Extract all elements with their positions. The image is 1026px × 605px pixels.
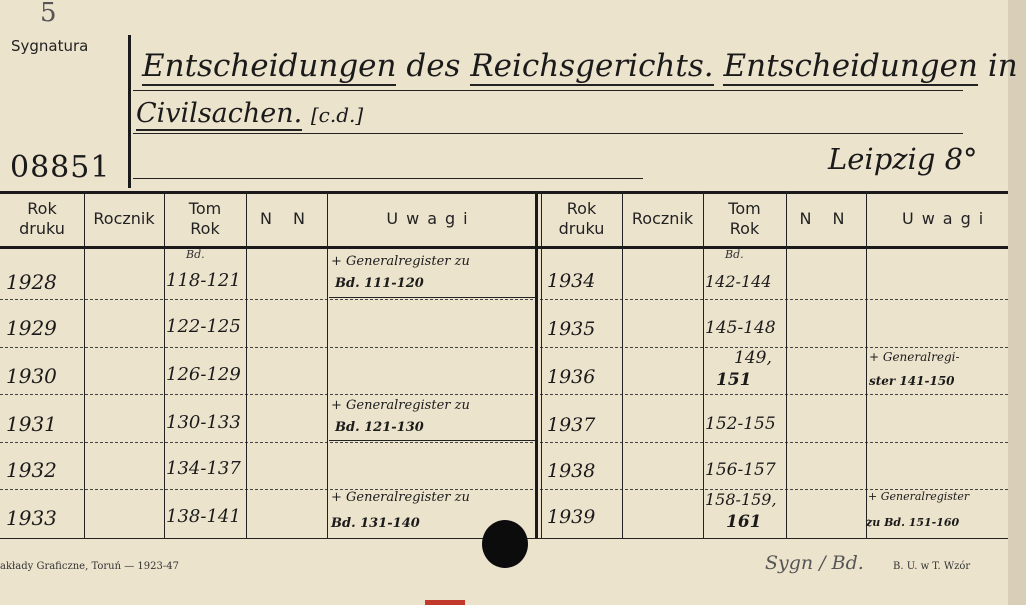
right-note-1-line2: ster 141-150 [869,374,955,388]
right-tom-142: 142-144 [705,272,772,291]
title-word-in: in [987,48,1018,84]
header-rok-druku: Rok druku [19,199,65,238]
header-rocznik-right: Rocznik [631,209,694,228]
place-format: Leipzig 8° [828,142,978,176]
left-tom-134: 134-137 [166,458,241,479]
right-year-1939: 1939 [547,506,596,528]
row-rule [0,299,1008,300]
table-header-rule [0,246,1008,249]
header-uwagi-right: Uwagi [902,209,992,228]
red-tab-mark [425,600,465,605]
left-tom-118: 118-121 [166,270,241,291]
right-year-1937: 1937 [547,414,596,436]
punch-hole [482,520,528,568]
right-tom-161: 161 [726,512,762,532]
right-tom-145: 145-148 [705,318,776,338]
col-rule [84,191,85,538]
title-word-entscheidungen: Entscheidungen [142,48,397,84]
title-rule-2 [133,133,963,134]
left-note-2-rule [329,440,535,441]
left-year-1931: 1931 [6,412,57,436]
right-note-2-line2: zu Bd. 151-160 [866,516,960,529]
right-tom-156: 156-157 [705,460,776,480]
left-year-1933: 1933 [6,506,57,530]
left-year-1928: 1928 [6,270,57,294]
sygnatura-value: 08851 [10,150,111,185]
right-tom-158: 158-159, [705,490,777,509]
left-year-1929: 1929 [6,316,57,340]
printer-imprint: akłady Graficzne, Toruń — 1923-47 [0,561,179,572]
header-rocznik: Rocznik [93,209,155,228]
title-line-1 [142,48,1018,84]
header-nn: N N [259,209,314,228]
right-year-1936: 1936 [547,366,596,388]
right-year-1938: 1938 [547,460,596,482]
header-uwagi: Uwagi [386,209,476,228]
sygnatura-label: Sygnatura [11,37,89,55]
left-note-2-line2: Bd. 121-130 [335,420,424,435]
title-word-civilsachen: Civilsachen. [136,98,303,129]
col-rule [164,191,165,538]
left-tom-122: 122-125 [166,316,241,337]
row-rule [0,442,1008,443]
title-rule-1 [133,90,963,91]
title-form-note: [c.d.] [310,103,364,127]
row-rule [0,347,1008,348]
left-tom-130: 130-133 [166,412,241,433]
left-note-1-line1: + Generalregister zu [331,254,470,269]
left-tom-138: 138-141 [166,506,241,527]
corner-number: 5 [40,0,57,28]
right-note-1-line1: + Generalregi- [869,350,960,364]
left-year-1932: 1932 [6,458,57,482]
library-imprint: B. U. w T. Wzór [893,561,971,572]
title-word-entscheidungen-2: Entscheidungen [723,48,978,84]
title-word-des: des [406,48,461,84]
col-rule [703,191,704,538]
left-year-1930: 1930 [6,364,57,388]
handwritten-footer: Sygn / Bd. [765,552,864,574]
left-note-3-line1: + Generalregister zu [331,490,470,505]
col-rule [622,191,623,538]
right-tom-152: 152-155 [705,414,776,434]
col-rule [541,191,542,538]
col-rule-center [535,191,538,538]
right-year-1934: 1934 [547,270,596,292]
left-note-1-line2: Bd. 111-120 [335,276,424,291]
bd-label-left: Bd. [186,248,205,261]
col-rule [327,191,328,538]
header-tom-rok: Tom Rok [188,199,222,238]
left-note-3-line2: Bd. 131-140 [331,516,420,531]
sygnatura-divider [128,35,131,188]
table-top-rule [0,191,1008,194]
header-rok-druku-right: Rok druku [558,199,605,238]
row-rule [0,394,1008,395]
header-nn-right: N N [799,209,853,228]
right-note-2-line1: + Generalregister [868,490,970,503]
col-rule [246,191,247,538]
col-rule [786,191,787,538]
left-note-1-rule [329,297,535,298]
right-year-1935: 1935 [547,318,596,340]
title-word-reichsgerichts: Reichsgerichts. [470,48,714,84]
col-rule [866,191,867,538]
title-rule-3 [133,178,643,179]
bd-label-right: Bd. [725,248,744,261]
title-line-2 [136,98,363,129]
right-tom-149: 149, [734,348,772,368]
right-tom-151: 151 [716,370,752,390]
left-tom-126: 126-129 [166,364,241,385]
left-note-2-line1: + Generalregister zu [331,398,470,413]
header-tom-rok-right: Tom Rok [728,199,761,238]
row-rule [0,489,1008,490]
